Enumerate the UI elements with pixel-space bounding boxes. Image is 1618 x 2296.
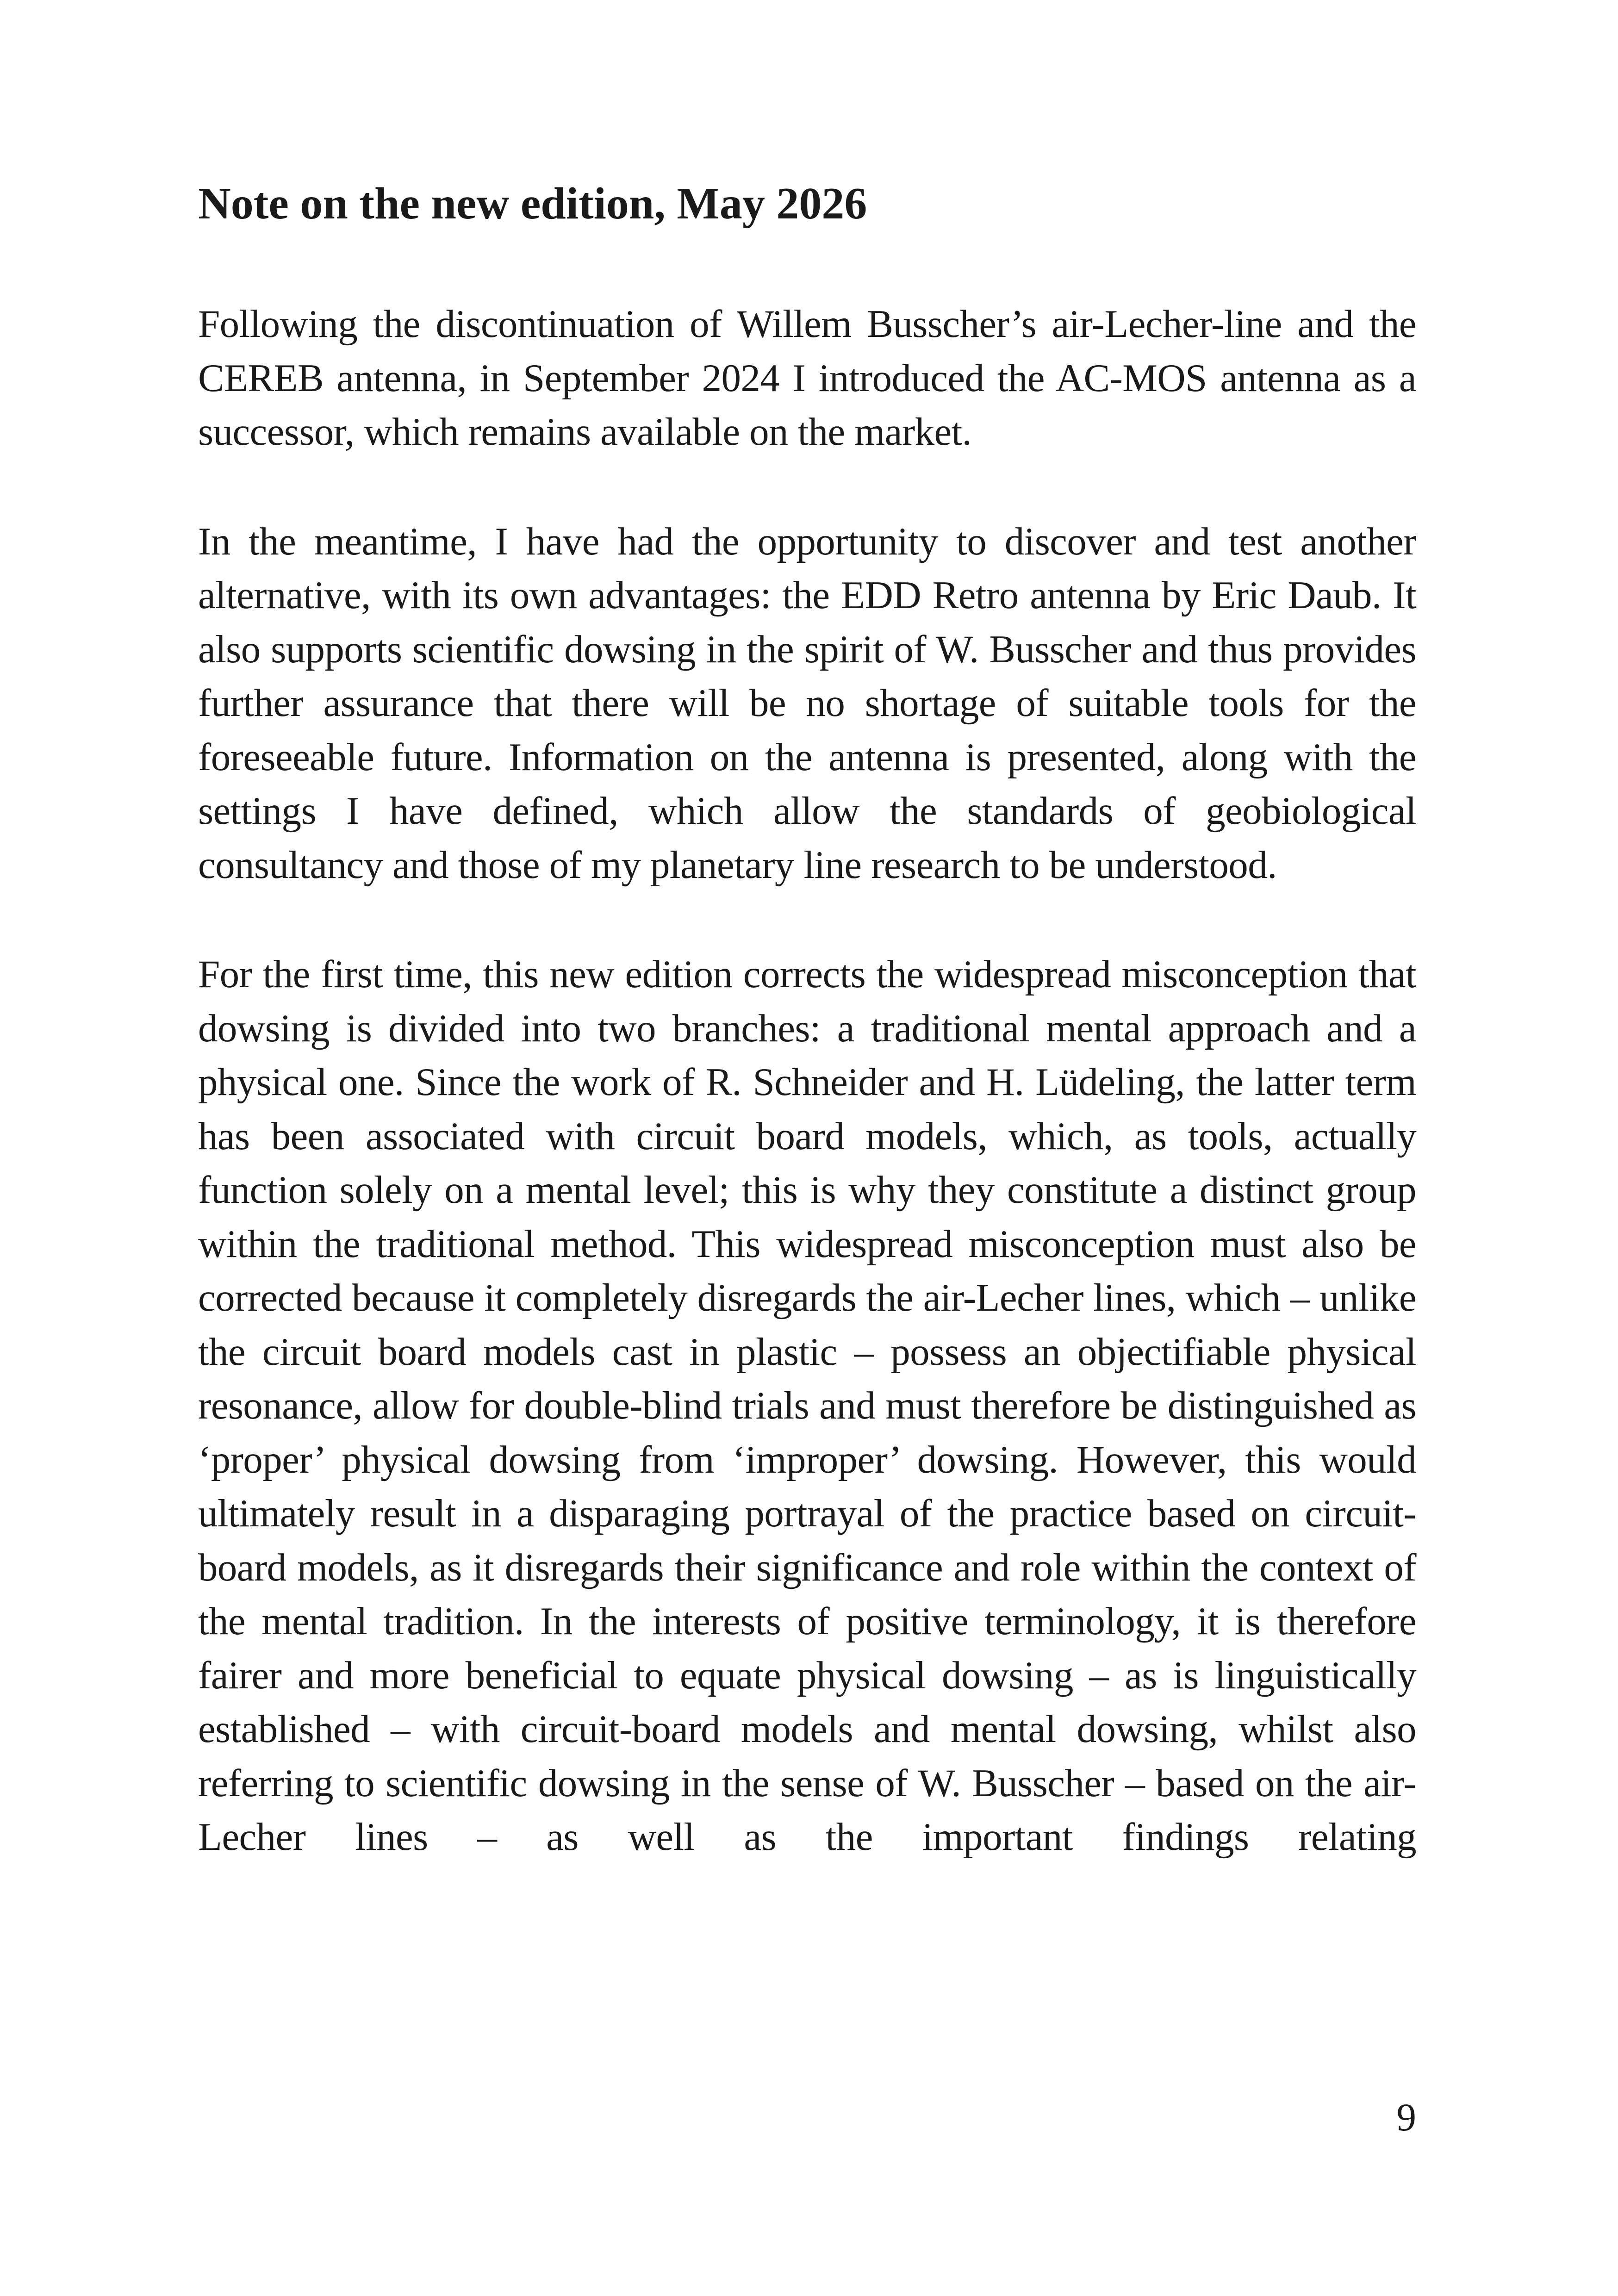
page-number: 9 xyxy=(1396,2096,1416,2139)
paragraph-2: In the meantime, I have had the opportunity to discover and test another alternative, with its own advantages: the EDD Retro antenna by Eric Daub. It also supports scientific dowsing in the spirit of W. Busscher and thus provides further assurance that there will be no shortage of suitable tools for the foreseeable future. Information on the antenna is presented, along with the settings I have defined, which allow the standards of geobiological consultancy and those of my planetary line research to be understood. xyxy=(198,519,1416,887)
paragraph-1: Following the discontinuation of Willem Busscher’s air-Lecher-line and the CEREB antenna, in September 2024 I introduced the AC-MOS antenna as a successor, which remains available on the market. xyxy=(198,302,1416,454)
page-body xyxy=(198,176,1416,1864)
paragraph-3: For the first time, this new edition corrects the widespread misconception that dowsing is divided into two branches: a traditional mental approach and a physical one. Since the work of R. Schneider and H. Lüdeling, the latter term has been associated with circuit board models, which, as tools, actually function solely on a mental level; this is why they constitute a distinct group within the traditional method. This widespread misconception must also be corrected because it completely disregards the air-Lecher lines, which – unlike the circuit board models cast in plastic – possess an objectifiable physical resonance, allow for double-blind trials and must therefore be distinguished as ‘proper’ physical dowsing from ‘improper’ dowsing. However, this would ultimately result in a disparaging portrayal of the practice based on circuit-board models, as it disregards their significance and role within the context of the mental tradition. In the interests of positive terminology, it is therefore fairer and more beneficial to equate physical dowsing – as is linguistically established – with circuit-board models and mental dowsing, whilst also referring to scientific dowsing in the sense of W. Busscher – based on the air-Lecher lines – as well as the important findings relating xyxy=(198,952,1416,1859)
section-heading: Note on the new edition, May 2026 xyxy=(198,179,867,229)
